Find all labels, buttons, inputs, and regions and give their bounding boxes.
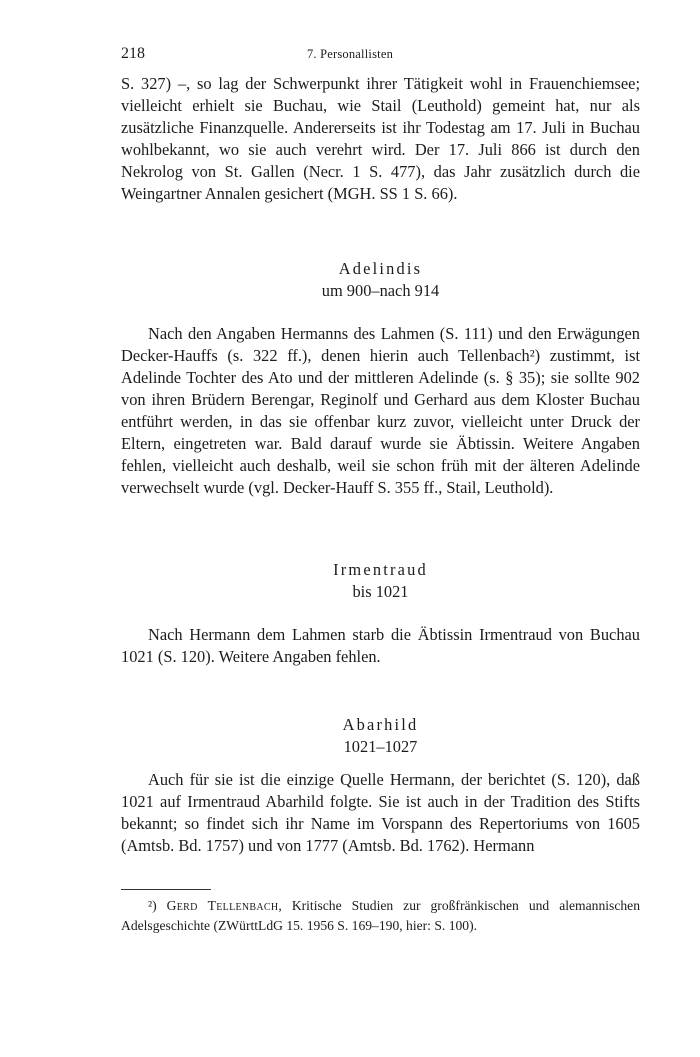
- footnote-text: , Kritische Studien zur großfränkischen und alemannischen Adelsgeschichte (ZWürttLdG 15. 1956 S. 169–190, hier: S. 100).: [121, 898, 640, 933]
- footnote-author: Gerd Tellenbach: [166, 898, 279, 913]
- section-dates: 1021–1027: [343, 737, 418, 756]
- section-dates: bis 1021: [352, 582, 409, 601]
- section-name: Adelindis: [338, 259, 423, 278]
- footnote-divider: [121, 889, 211, 890]
- intro-paragraph: S. 327) –, so lag der Schwerpunkt ihrer Tätigkeit wohl in Frauenchiemsee; vielleicht erhielt sie Buchau, wie Stail (Leuthold) gemeint hat, nur als zusätzliche Finanzquelle. Andererseits ist ihr Todestag am 17. Juli in Buchau wohlbekannt, wo sie auch verehrt wird. Der 17. Juli 866 ist durch den Nekrolog von St. Gallen (Necr. 1 S. 477), das Jahr zusätzlich durch die Weingartner Annalen gesichert (MGH. SS 1 S. 66).: [121, 74, 640, 203]
- footnote-marker: ²): [148, 898, 157, 913]
- section-heading-adelindis: [121, 258, 640, 302]
- page-number: 218: [121, 45, 145, 62]
- footnote: [121, 896, 640, 936]
- section-name: Abarhild: [342, 715, 419, 734]
- section-heading-irmentraud: [121, 559, 640, 603]
- section-dates: um 900–nach 914: [321, 281, 440, 300]
- section-paragraph-irmentraud: Nach Hermann dem Lahmen starb die Äbtissin Irmentraud von Buchau 1021 (S. 120). Weitere Angaben fehlen.: [121, 625, 640, 666]
- section-name: Irmentraud: [333, 560, 428, 579]
- running-head: 7. Personallisten: [306, 47, 394, 61]
- section-paragraph-adelindis: Nach den Angaben Hermanns des Lahmen (S. 111) und den Erwägungen Decker-Hauffs (s. 322 ff.), denen hierin auch Tellenbach²) zustimmt, ist Adelinde Tochter des Ato und der mittleren Adelinde (s. § 35); sie sollte 902 von ihren Brüdern Berengar, Reginolf und Gerhard aus dem Kloster Buchau entführt werden, in das sie offenbar kurz zuvor, vielleicht unter Druck der Eltern, eingetreten war. Bald darauf wurde sie Äbtissin. Weitere Angaben fehlen, vielleicht auch deshalb, weil sie schon früh mit der älteren Adelinde verwechselt wurde (vgl. Decker-Hauff S. 355 ff., Stail, Leuthold).: [121, 324, 640, 497]
- section-paragraph-abarhild: Auch für sie ist die einzige Quelle Hermann, der berichtet (S. 120), daß 1021 auf Irmentraud Abarhild folgte. Sie ist auch in der Tradition des Stifts bekannt; so findet sich ihr Name im Vorspann des Repertoriums von 1605 (Amtsb. Bd. 1757) und von 1777 (Amtsb. Bd. 1762). Hermann: [121, 770, 640, 855]
- section-heading-abarhild: [121, 714, 640, 758]
